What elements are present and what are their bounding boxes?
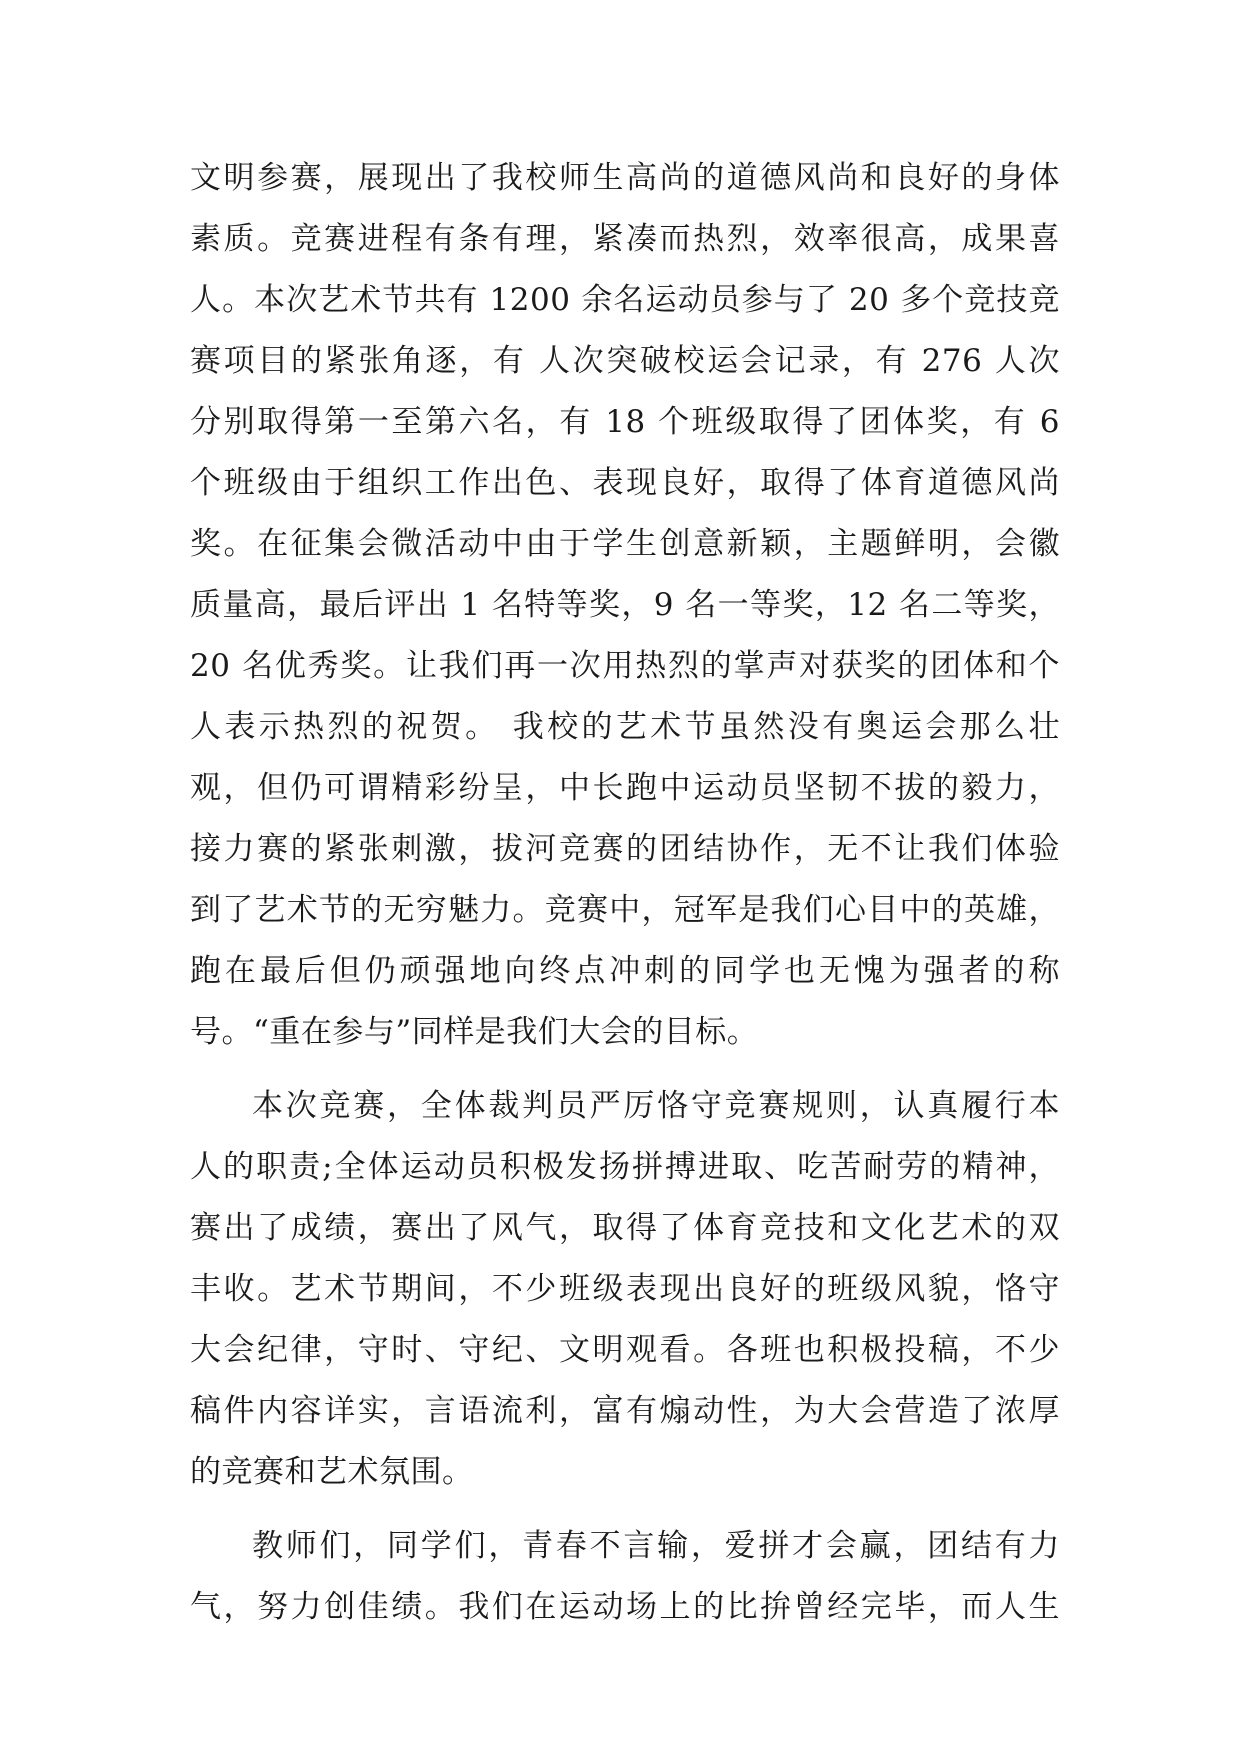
text-line: 教师们，同学们，青春不言输，爱拼才会赢，团结有力 <box>252 1528 1060 1564</box>
text-line: 奖。在征集会微活动中由于学生创意新颖，主题鲜明，会徽 <box>190 526 1060 562</box>
text-line: 本次竞赛，全体裁判员严厉恪守竞赛规则，认真履行本 <box>252 1088 1060 1124</box>
text-line: 到了艺术节的无穷魅力。竞赛中，冠军是我们心目中的英雄， <box>190 892 1060 928</box>
text-line: 分别取得第一至第六名，有 18 个班级取得了团体奖，有 6 <box>190 404 1060 440</box>
text-line: 20 名优秀奖。让我们再一次用热烈的掌声对获奖的团体和个 <box>190 648 1060 684</box>
text-line: 赛项目的紧张角逐，有 人次突破校运会记录，有 276 人次 <box>190 343 1060 379</box>
text-line: 的竞赛和艺术氛围。 <box>190 1454 474 1490</box>
text-line: 文明参赛，展现出了我校师生高尚的道德风尚和良好的身体 <box>190 160 1060 196</box>
text-line: 丰收。艺术节期间，不少班级表现出良好的班级风貌，恪守 <box>190 1271 1060 1307</box>
text-line: 号。“重在参与”同样是我们大会的目标。 <box>190 1014 759 1050</box>
text-line: 个班级由于组织工作出色、表现良好，取得了体育道德风尚 <box>190 465 1060 501</box>
text-line: 人表示热烈的祝贺。 我校的艺术节虽然没有奥运会那么壮 <box>190 709 1060 745</box>
text-line: 人。本次艺术节共有 1200 余名运动员参与了 20 多个竞技竞 <box>190 282 1060 318</box>
text-line: 人的职责;全体运动员积极发扬拼搏进取、吃苦耐劳的精神， <box>190 1149 1060 1185</box>
text-line: 大会纪律，守时、守纪、文明观看。各班也积极投稿，不少 <box>190 1332 1060 1368</box>
paragraph-spacer <box>190 1503 1060 1516</box>
text-line: 质量高，最后评出 1 名特等奖，9 名一等奖，12 名二等奖， <box>190 587 1060 623</box>
paragraph <box>190 1516 1060 1638</box>
document-body <box>190 148 1060 1638</box>
paragraph <box>190 148 1060 1063</box>
text-line: 跑在最后但仍顽强地向终点冲刺的同学也无愧为强者的称 <box>190 953 1060 989</box>
paragraph <box>190 1076 1060 1503</box>
text-line: 赛出了成绩，赛出了风气，取得了体育竞技和文化艺术的双 <box>190 1210 1060 1246</box>
paragraph-spacer <box>190 1063 1060 1076</box>
text-line: 素质。竞赛进程有条有理，紧凑而热烈，效率很高，成果喜 <box>190 221 1060 257</box>
text-line: 接力赛的紧张刺激，拔河竞赛的团结协作，无不让我们体验 <box>190 831 1060 867</box>
text-line: 观，但仍可谓精彩纷呈，中长跑中运动员坚韧不拔的毅力， <box>190 770 1060 806</box>
text-line: 气，努力创佳绩。我们在运动场上的比拚曾经完毕，而人生 <box>190 1589 1060 1625</box>
text-line: 稿件内容详实，言语流利，富有煽动性，为大会营造了浓厚 <box>190 1393 1060 1429</box>
